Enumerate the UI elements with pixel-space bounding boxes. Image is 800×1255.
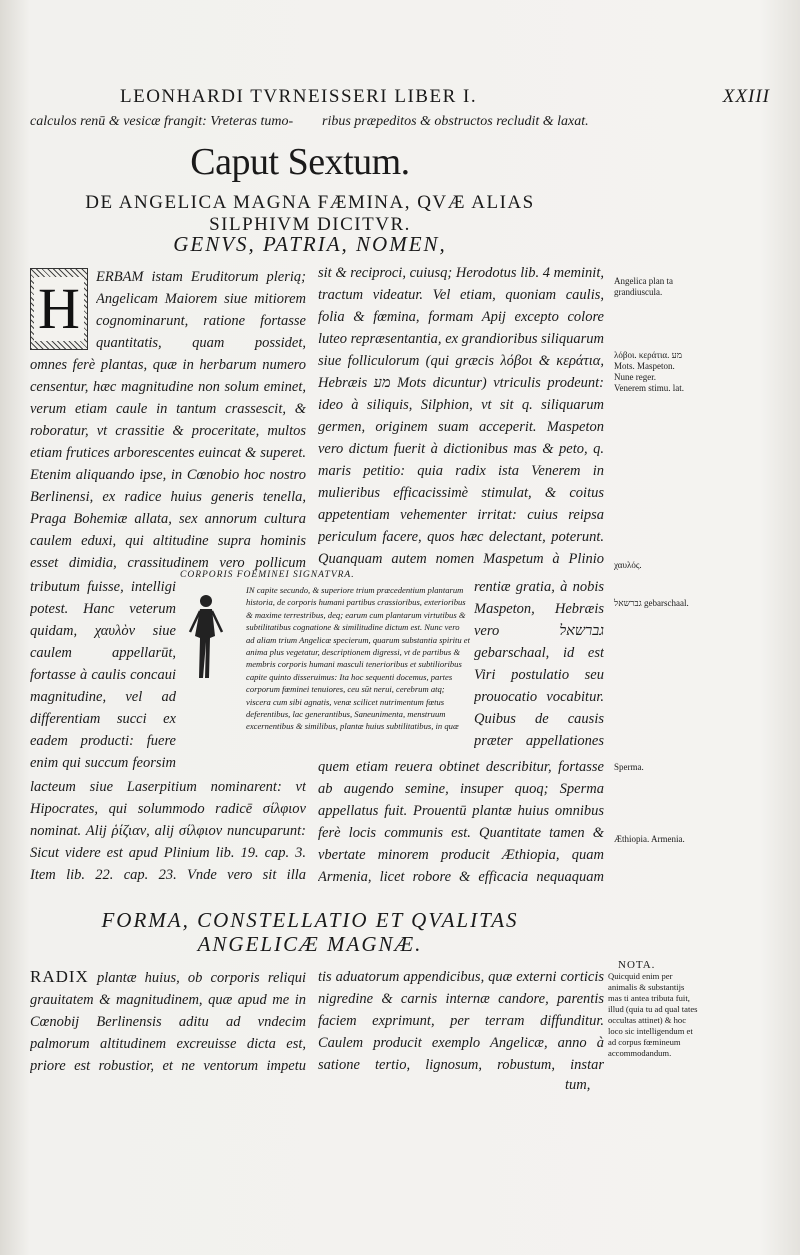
opening-text: ERBAM istam Eruditorum plerią; Angelicam Maiorem siue mitiorem cognominarunt, ratione fortasse quantitatis, quam possidet, (96, 269, 306, 351)
folio-number: XXIII (722, 86, 770, 107)
section-heading-forma-line2: ANGELICÆ MAGNÆ. (197, 932, 423, 956)
left-column-text: omnes ferè plantas, quæ in herbarum numero censentur, hæc magnitudine non solum eminet, verum etiam caule in tantum crassescit, & roboratur, vt crassitie & proceritate, multos etiam frutices arborescentes euincat & superet. Etenim aliquando ipse, in Cœnobio hoc nostro Berlinensi, ex radice huius generis tenella, Praga Bohemiæ allata, sex annorum cultura caulem eduxi, qui altitudine supra hominis esset dimidia, crassitudinem vero pollicum (30, 357, 306, 571)
right-bottom-text: quem etiam reuera obtinet describitur, fortasse ab augendo semine, insuper quoq; Sperma appellatus fuit. Prouentū plantæ huius omnibus ferè locis communis est. Quantitate tamen & vbertate minorem producit Æthiopia, quam Armenia, licet robore & efficacia nequaquam (318, 759, 604, 885)
margin-note-kaulos: χαυλός. (614, 560, 642, 570)
section-heading-forma-line1: FORMA, CONSTELLATIO ET QVALITAS (101, 908, 519, 932)
margin-note-lobos: λόβοι. κεράτια. מע Mots. Maspeton. Nune reger. Venerem stimu. lat. (614, 350, 684, 393)
nota-margin-note (608, 960, 698, 1059)
margin-note-angelica: Angelica plan ta grandiuscula. (614, 276, 673, 297)
section-heading-genus: GENVS, PATRIA, NOMEN, (173, 232, 447, 256)
margin-note-aethiopia: Æthiopia. Armenia. (614, 834, 685, 844)
margin-note-gebarschaal: גברשאל gebarschaal. (614, 598, 689, 608)
figure-note: IN capite secundo, & superiore trium præcedentium plantarum historia, de corporis humani partibus crassioribus, exterioribus & maxime terrestribus, deq; earum cum plantarum virtutibus & subtilitatibus cognatione & similitudine dictum est. Nunc vero ad aliam trium Angelicæ specierum, quarum substantia spiritu et anima plus vegetatur, descriptionem digressi, vt de partibus & membris corporis humani masculi tenerioribus et subtilioribus capite quinto disseruimus: Ita hoc sequenti docemus, partes corporum fœminei tenuiores, ceu sūt nerui, cerebrum atq; viscera cum sibi agnatis, venæ scilicet nutrimentum fœtus deferentibus, lac generantibus, Saneunimenta, menstruum excernentibus & similibus, plantæ huius subtilitatibus, in quæ (246, 585, 470, 732)
nota-heading: NOTA. (618, 959, 656, 971)
initial-letter: H (34, 277, 84, 341)
section2-right-text: tis aduatorum appendicibus, quæ externi corticis nigredine & carnis internæ candore, parentis faciem exprimunt, per terram diffunditur. Caulem producit exemplo Angelicæ, anno à satione tertio, lignosum, robustum, instar (318, 969, 604, 1073)
section2-left-text (30, 966, 306, 1078)
chapter-subtitle: DE ANGELICA MAGNA FÆMINA, QVÆ ALIAS SILPHIVM DICITVR. (85, 192, 535, 235)
dropcap-radix: RADIX (30, 967, 89, 986)
section-heading-forma (20, 908, 600, 956)
catch-line-left: calculos renū & vesicæ frangit: Vreteras tumo- (30, 114, 294, 129)
left-narrow-text: tributum fuisse, intelligi potest. Hanc veterum quidam, χαυλὸν siue caulem appellarūt, fortasse à caulis concaui magnitudine, vel ad differentiam succi ex eadem producti: fuere enim qui succum feorsim (30, 579, 176, 771)
right-column-text: sit & reciproci, cuiusq; Herodotus lib. 4 meminit, tractum videatur. Vel etiam, quoniam caulis, folia & fœmina, formam Apij excepto colore luteo repræsentantia, ex grandioribus siliquarum siue folliculorum (qui græcis λόβοι & κεράτια, Hebræis מע Mots dicuntur) vtriculis prodeunt: ideo à siliquis, Silphion, vt sit q. siliquarum germen, originem suam acceperit. Maspeton vero dictum fuerit à dictionibus mas & peto, q. maris petitio: quia radix ista Venerem in mulieribus efficacissimè stimulat, & coitus appetentiam vehementer irritat: cuius reipsa periculum facere, quos hæc delectant, poterunt. Quanquam autem nomen Maspetum à Plinio (318, 265, 604, 567)
custos-word: tum, (565, 1077, 591, 1093)
margin-note-sperma: Sperma. (614, 762, 644, 772)
female-figure-icon (184, 592, 228, 682)
catch-line-right: ribus præpeditos & obstructos recludit & laxat. (322, 114, 589, 129)
right-narrow-text: rentiæ gratia, à nobis Maspeton, Hebræis vero גברשאל gebarschaal, id est Viri postulatio seu prouocatio vocabitur. Quibus de causis præter appellationes (474, 579, 604, 749)
nota-text: Quicquid enim per animalis & substantijs mas ti antea tributa fuit, illud (quia tu ad qual tates occultas attinet) & hoc loco sic intelligendum et ad corpus fœmineum accommodandum. (608, 971, 698, 1058)
section2-left-body: plantæ huius, ob corporis reliqui grauitatem & magnitudinem, quæ apud me in Cœnobij Berlinensis aditu ad vndecim palmorum altitudinem excreuisse dicta est, priore est robustior, et ne ventorum impetu (30, 970, 306, 1074)
decorated-initial (30, 268, 88, 350)
figure-caption: CORPORIS FOEMINEI SIGNATVRA. (180, 570, 355, 580)
left-bottom-text: lacteum siue Laserpitium nominarent: vt Hipocrates, qui solummodo radicē σίλφιον nominat. Alij ῥίζιαν, alij σίλφιον nuncuparunt: Sicut videre est apud Plinium lib. 19. cap. 3. Item lib. 22. cap. 23. Vnde vero sit illa (30, 779, 306, 883)
chapter-title: Caput Sextum. (190, 141, 410, 183)
running-title: LEONHARDI TVRNEISSERI LIBER I. (120, 86, 478, 107)
